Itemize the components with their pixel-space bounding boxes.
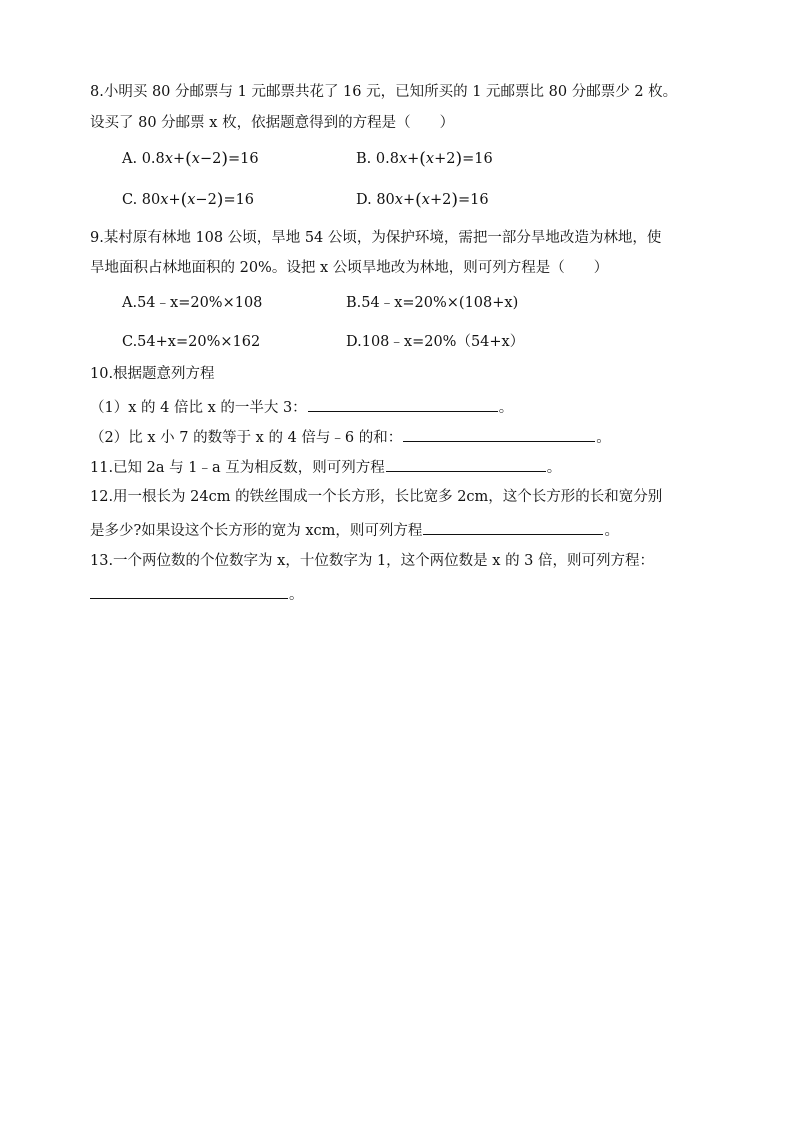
q8-option-b: B. 0.8x+(x+2)=16 [356, 149, 493, 169]
q13-line2: 。 [90, 582, 304, 605]
q8-option-c: C. 80x+(x−2)=16 [122, 190, 255, 210]
q8-option-a: A. 0.8x+(x−2)=16 [122, 149, 259, 169]
q8a-coef: 0.8 [141, 151, 165, 167]
q9-option-b: B.54﹣x=20%×(108+x) [346, 295, 519, 311]
q8-line2: 设买了 80 分邮票 x 枚，依据题意得到的方程是（ ） [90, 115, 455, 131]
q9-option-d: D.108﹣x=20%（54+x） [346, 334, 525, 350]
q8-option-d: D. 80x+(x+2)=16 [356, 190, 489, 210]
q13-answer-blank[interactable] [90, 582, 288, 599]
q10-sub2: （2）比 x 小 7 的数等于 x 的 4 倍与﹣6 的和： 。 [90, 425, 611, 448]
q12-line1: 12.用一根长为 24cm 的铁丝围成一个长方形，长比宽多 2cm，这个长方形的长和宽分别 [90, 489, 663, 505]
q12-line2: 是多少?如果设这个长方形的宽为 xcm，则可列方程 。 [90, 518, 619, 541]
q11: 11.已知 2a 与 1﹣a 互为相反数，则可列方程 。 [90, 455, 561, 478]
q10-sub1-answer-blank[interactable] [308, 395, 498, 412]
q12-answer-blank[interactable] [423, 518, 603, 535]
q9-line1: 9.某村原有林地 108 公顷，旱地 54 公顷，为保护环境，需把一部分旱地改造为林地，使 [90, 230, 662, 246]
q13-line1: 13.一个两位数的个位数字为 x，十位数字为 1，这个两位数是 x 的 3 倍，则可列方程： [90, 553, 655, 569]
q10-sub1: （1）x 的 4 倍比 x 的一半大 3： 。 [90, 395, 513, 418]
q10-sub2-answer-blank[interactable] [403, 425, 595, 442]
q11-answer-blank[interactable] [386, 455, 546, 472]
q9-option-c: C.54+x=20%×162 [122, 334, 261, 350]
q9-line2: 旱地面积占林地面积的 20%。设把 x 公顷旱地改为林地，则可列方程是（ ） [90, 260, 609, 276]
q9-option-a: A.54﹣x=20%×108 [122, 295, 263, 311]
q10-title: 10.根据题意列方程 [90, 366, 215, 382]
q8-line1: 8.小明买 80 分邮票与 1 元邮票共花了 16 元，已知所买的 1 元邮票比 80 分邮票少 2 枚。 [90, 84, 678, 100]
